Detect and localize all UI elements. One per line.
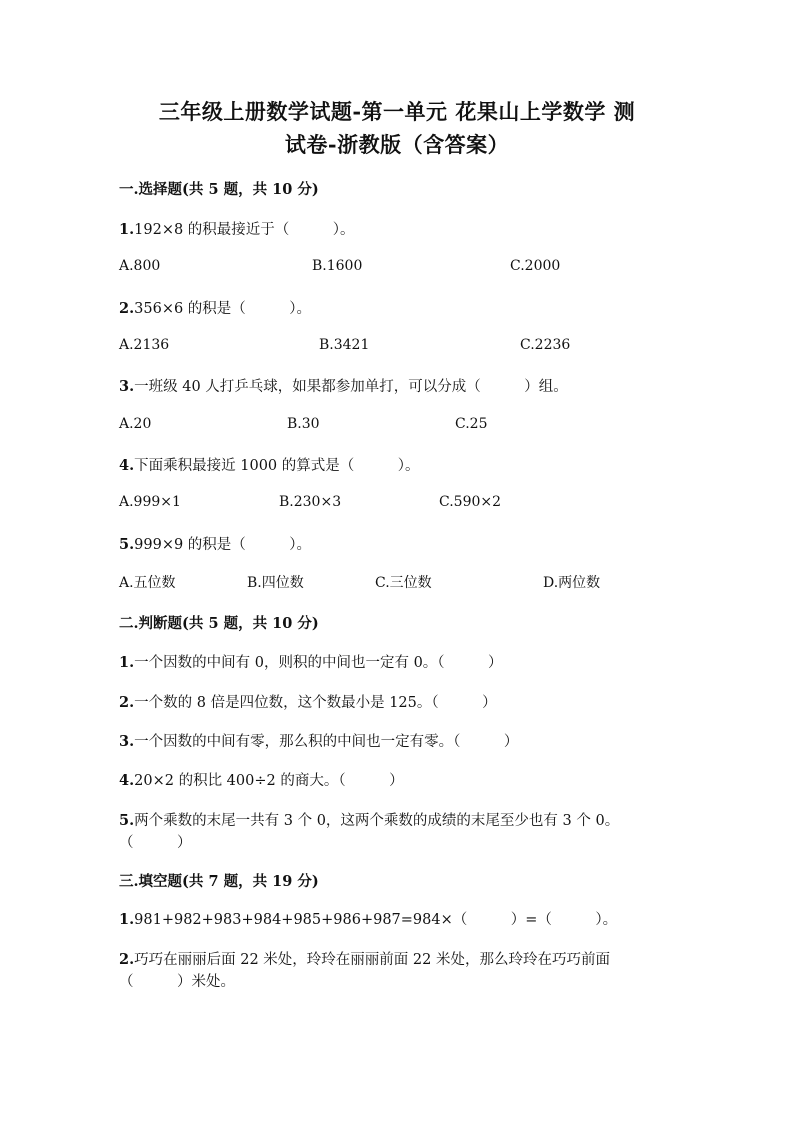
choice-3-option-b: B.30	[287, 416, 320, 432]
question-text: 一班级 40 人打乒乓球，如果都参加单打，可以分成（ ）组。	[134, 379, 568, 395]
choice-1-option-b: B.1600	[312, 258, 363, 274]
question-text: 981+982+983+984+985+986+987=984×（ ）=（ ）。	[134, 912, 618, 928]
choice-3-option-a: A.20	[119, 416, 152, 432]
fill-question-1	[119, 908, 617, 929]
choice-question-5	[119, 533, 311, 554]
page-title-line-1: 三年级上册数学试题-第一单元 花果山上学数学 测	[158, 99, 636, 124]
question-number: 1.	[119, 654, 135, 671]
question-text: 20×2 的积比 400÷2 的商大。（ ）	[134, 773, 404, 789]
question-number: 5.	[119, 812, 135, 829]
question-text: 一个数的 8 倍是四位数，这个数最小是 125。（ ）	[134, 695, 497, 711]
choice-question-1	[119, 218, 355, 239]
question-number: 1.	[119, 911, 135, 928]
judge-question-4	[119, 769, 404, 790]
question-text: 一个因数的中间有零，那么积的中间也一定有零。（ ）	[134, 734, 519, 750]
fill-question-2-continuation: （ ）米处。	[119, 974, 235, 990]
choice-2-option-c: C.2236	[520, 337, 571, 353]
question-text: 999×9 的积是（ ）。	[134, 537, 312, 553]
question-number: 1.	[119, 221, 135, 238]
question-number: 2.	[119, 300, 135, 317]
section-heading-judge: 二.判断题(共 5 题，共 10 分)	[119, 615, 319, 632]
question-text: 356×6 的积是（ ）。	[134, 301, 312, 317]
question-number: 5.	[119, 536, 135, 553]
question-text: 一个因数的中间有 0，则积的中间也一定有 0。（ ）	[134, 655, 503, 671]
judge-question-5	[119, 809, 619, 830]
choice-4-option-c: C.590×2	[439, 494, 502, 510]
judge-question-2	[119, 691, 497, 712]
choice-1-option-a: A.800	[119, 258, 161, 274]
choice-5-option-b: B.四位数	[247, 575, 304, 591]
question-text: 巧巧在丽丽后面 22 米处，玲玲在丽丽前面 22 米处，那么玲玲在巧巧前面	[134, 952, 610, 968]
question-number: 4.	[119, 457, 135, 474]
choice-5-option-a: A.五位数	[119, 575, 176, 591]
section-heading-fill: 三.填空题(共 7 题，共 19 分)	[119, 873, 319, 890]
choice-1-option-c: C.2000	[510, 258, 561, 274]
judge-question-3	[119, 730, 518, 751]
judge-question-1	[119, 651, 503, 672]
question-number: 3.	[119, 378, 135, 395]
page-title-line-2: 试卷-浙教版（含答案）	[284, 132, 510, 157]
choice-question-3	[119, 375, 568, 396]
choice-3-option-c: C.25	[455, 416, 488, 432]
section-heading-choice: 一.选择题(共 5 题，共 10 分)	[119, 181, 319, 198]
choice-5-option-c: C.三位数	[375, 575, 432, 591]
fill-question-2	[119, 948, 610, 969]
choice-5-option-d: D.两位数	[543, 575, 601, 591]
question-text: 两个乘数的末尾一共有 3 个 0，这两个乘数的成绩的末尾至少也有 3 个 0。	[134, 813, 620, 829]
choice-4-option-b: B.230×3	[279, 494, 342, 510]
question-number: 2.	[119, 951, 135, 968]
choice-2-option-b: B.3421	[319, 337, 370, 353]
question-text: 下面乘积最接近 1000 的算式是（ ）。	[134, 458, 420, 474]
question-number: 2.	[119, 694, 135, 711]
question-text: 192×8 的积最接近于（ ）。	[134, 222, 355, 238]
choice-4-option-a: A.999×1	[119, 494, 181, 510]
question-number: 4.	[119, 772, 135, 789]
choice-question-4	[119, 454, 420, 475]
question-number: 3.	[119, 733, 135, 750]
judge-question-5-continuation: （ ）	[119, 835, 192, 851]
choice-2-option-a: A.2136	[119, 337, 170, 353]
choice-question-2	[119, 297, 311, 318]
